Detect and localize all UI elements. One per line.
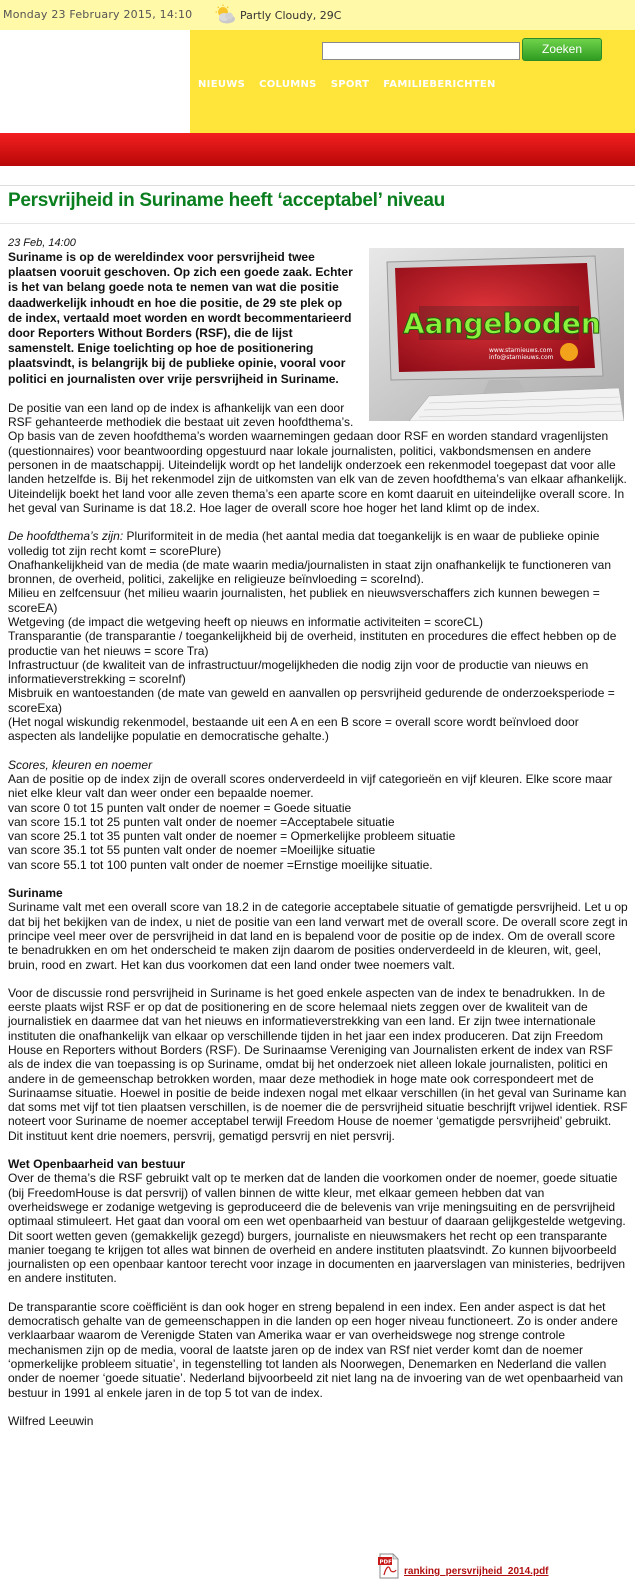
article-paragraph: De positie van een land op de index is afhankelijk van een door RSF gehanteerde methodiek die bestaat uit zeven hoofdthema’s. Op basis van de zeven hoofdthema’s worden waarnemingen gedaan door RSF en worden standard vragenlijsten (questionnaires) voor beantwoording opgestuurd naar lokale journalisten, politici, vakbondsmensen en andere personen in de maatschappij. Uiteindelijk wordt op het landelijk onderzoek een rekenmodel toegepast dat voor alle landen hetzelfde is. Bij het rekenmodel zijn de uitkomsten van elk van de zeven hoofdthema’s van elkaar afhankelijk. Uiteindelijk boekt het land voor alle zeven thema’s een aparte score en komt daaruit en uiteindelijke overall score. In het geval van Suriname is dat 18.2. Hoe lager de overall score hoe hoger het land klimt op de index. (8, 400, 627, 515)
divider (0, 223, 635, 224)
image-url: www.starnieuws.com (489, 347, 553, 354)
current-date: Monday 23 February 2015, 14:10 (3, 8, 193, 21)
article-image (369, 248, 624, 421)
divider (0, 185, 635, 186)
article-paragraph: Over de thema’s die RSF gebruikt valt op te merken dat de landen die voorkomen onder de noemer, goede situatie (bij FreedomHouse is dat persvrij) of vallen binnen de witte kleur, met elkaar gemeen hebben dat van overheidswege er zodanige wetgeving is geproduceerd die de belevenis van vrije meningsuiting en de persvrijheid optimaal stimuleert. Het gaat dan vooral om een wet openbaarheid van bestuur of daaraan gelijkgestelde wetgeving. Dit soort wetten geven (gemakkelijk gezegd) burgers, journaliste en nieuwsmakers het recht op een transparante manier toegang te krijgen tot alles wat binnen de overheid en andere instituten plaatsvindt. Zo kunnen bijvoorbeeld journalisten op een openbaar kantoor terecht voor inzage in documenten en jaarverslagen van ministeries, bedrijven en andere instituten. (8, 1171, 626, 1286)
search-button[interactable]: Zoeken (522, 38, 602, 61)
site-header (0, 30, 635, 133)
partly-cloudy-icon (214, 4, 236, 26)
theme-item: Wetgeving (de impact die wetgeving heeft op nieuws en informatie activiteiten = scoreCL) (8, 614, 484, 629)
search-input[interactable] (322, 42, 520, 60)
red-banner-bar (0, 133, 635, 166)
score-item: van score 55.1 tot 100 punten valt onder de noemer =Ernstige moeilijke situatie. (8, 857, 433, 872)
logo-area (0, 30, 190, 133)
suriname-block (8, 886, 628, 972)
nav-item-nieuws[interactable]: NIEUWS (198, 79, 246, 90)
top-bar (0, 0, 635, 30)
weather-widget (214, 4, 341, 26)
weather-text: Partly Cloudy, 29C (240, 8, 342, 22)
section-heading: Scores, kleuren en noemer (8, 757, 153, 772)
article-paragraph: Voor de discussie rond persvrijheid in Suriname is het goed enkele aspecten van de index te benadrukken. In de eerste plaats wijst RSF er op dat de positionering en de score helemaal niets zeggen over de kwaliteit van de journalistiek en daarmee dat van het nieuws en informatieverstrekking van een land. Er zijn twee internationale instituten die onafhankelijk van elkaar op verschillende tijden in het jaar een index produceren. Dat zijn Freedom House en Reporters without Borders (RSF). De Surinaamse Vereniging van Journalisten erkent de index van RSF als de index die van toepassing is op Suriname, omdat bij het onderzoek niet alleen lokale journalisten, politici en andere in de gemeenschap betrokken worden, maar deze methodiek in hoge mate ook correspondeert met de Surinaamse situatie. Hoewel in positie de beide indexen nogal met elkaar verschillen (in het geval van Suriname kan dat soms met vijf tot tien plaatsen verschillen, is de noemer die de persvrijheid situatie beschrijft vrijwel identiek. RSF noteert voor Suriname de noemer acceptabel terwijl Freedom House de noemer ‘gematigde persvrijheid’ gebruikt. Dit instituut kent drie noemers, persvrij, gematigd persvrij en niet persvrij. (8, 985, 628, 1143)
wob-block (8, 1157, 628, 1286)
article-body (8, 236, 628, 1428)
theme-item: (Het nogal wiskundig rekenmodel, bestaande uit een A en een B score = overall score wordt beïnvloed door aspecten als landelijke populatie en democratische gehalte.) (8, 715, 579, 744)
pdf-icon-label: PDF (379, 1559, 392, 1566)
nav-item-columns[interactable]: COLUMNS (259, 79, 317, 90)
scores-block (8, 758, 628, 872)
score-item: van score 0 tot 15 punten valt onder de noemer = Goede situatie (8, 800, 352, 815)
score-item: van score 35.1 tot 55 punten valt onder de noemer =Moeilijke situatie (8, 843, 376, 858)
theme-item: Pluriformiteit in de media (het aantal media dat toegankelijk is en waar de publieke opinie volledig tot zijn recht komt = scorePlure) (8, 529, 600, 558)
scores-intro: Aan de positie op de index zijn de overall scores onderverdeeld in vijf categorieën en vijf kleuren. Elke score maar niet elke kleur valt dan weer onder een bepaalde noemer. (8, 771, 613, 801)
article-lead: Suriname is op de wereldindex voor persvrijheid twee plaatsen vooruit geschoven. Op zich een goede zaak. Echter is het van belang goede nota te nemen van wat die positie daadwerkelijk inhoudt en hoe die positie, de 29 ste plek op de index, vertaald moet worden en wordt becommentarieerd door Reporters Without Borders (RSF), die de lijst samenstelt. Enige toelichting op hoe de positionering plaatsvindt, is belangrijk bij de publieke opinie, vooral voor politici en journalisten over vrije persvrijheid in Suriname. (8, 250, 353, 386)
image-text: Aangeboden (403, 307, 601, 340)
pdf-file-icon (378, 1553, 400, 1579)
theme-item: Infrastructuur (de kwaliteit van de infrastructuur/mogelijkheden die nodig zijn voor de productie van nieuws en informatieverstrekking = scoreInf) (8, 657, 589, 687)
article-date: 23 Feb, 14:00 (8, 237, 76, 249)
theme-item: Onafhankelijkheid van de media (de mate waarin media/journalisten in staat zijn onafhankelijk te functioneren van bronnen, de overheid, politici, zakelijke en religieuze beïnvloeding = scoreInd). (8, 557, 612, 587)
computer-screen-illustration (369, 248, 624, 421)
score-item: van score 25.1 tot 35 punten valt onder de noemer = Opmerkelijke probleem situatie (8, 829, 456, 844)
score-item: van score 15.1 tot 25 punten valt onder de noemer =Acceptabele situatie (8, 814, 395, 829)
themes-label: De hoofdthema’s zijn: (8, 529, 124, 544)
theme-item: Milieu en zelfcensuur (het milieu waarin journalisten, het publiek en nieuwsverschaffers zich kunnen bewegen = scoreEA) (8, 586, 600, 615)
article-paragraph: De transparantie score coëfficiënt is dan ook hoger en streng bepalend in een index. Een ander aspect is dat het democratisch gehalte van de gemeenschappen in die landen op een hoger niveau functioneert. Zo is onder andere verklaarbaar waarom de Verenigde Staten van Amerika waar er van overheidswege nog strenge controle mechanismen zijn op de media, vooral de laatste jaren op de index van RSf niet verder komt dan de noemer ‘opmerkelijke probleem situatie’, in tegenstelling tot landen als Noorwegen, Denemarken en Nederland die vallen onder de noemer ‘goede situatie’. Nederland bijvoorbeeld zit niet lang na de invoering van de wet openbaarheid van bestuur in 1991 al enkele jaren in de top 5 tot van de index. (8, 1299, 624, 1400)
section-heading: Wet Openbaarheid van bestuur (8, 1157, 186, 1172)
article-paragraph: Suriname valt met een overall score van 18.2 in de categorie acceptabele situatie of gematigde persvrijheid. Let u op dat bij het bekijken van de index, u niet de positie van een land verwart met de overall score. De overall score zegt in principe veel meer over de persvrijheid in dat land en is bepalend voor de positie op de index. Om de overall score te benadrukken en om het onderscheid te maken zijn daarom de posities onderverdeeld in de kleuren, wit, geel, bruin, rood en zwart. Het kan dus voorkomen dat een land onder twee noemers valt. (8, 900, 628, 972)
themes-block (8, 529, 628, 743)
nav-item-familieberichten[interactable]: FAMILIEBERICHTEN (383, 79, 496, 90)
nav-item-sport[interactable]: SPORT (330, 79, 370, 90)
theme-item: Transparantie (de transparantie / toegankelijkheid bij de overheid, instituten en procedures die effect hebben op de productie van het nieuws = score Tra) (8, 629, 617, 658)
section-heading: Suriname (8, 886, 63, 901)
logo-icon (560, 343, 578, 361)
theme-item: Misbruik en wantoestanden (de mate van geweld en aanvallen op persvrijheid gedurende de onderzoeksperiode = scoreExa) (8, 686, 615, 715)
attachment (378, 1553, 549, 1579)
article-title: Persvrijheid in Suriname heeft ‘acceptabel’ niveau (8, 190, 445, 211)
image-email: info@starnieuws.com (489, 354, 554, 361)
article-author: Wilfred Leeuwin (8, 1413, 94, 1428)
attachment-link[interactable]: ranking_persvrijheid_2014.pdf (404, 1566, 549, 1577)
main-nav (198, 77, 510, 92)
